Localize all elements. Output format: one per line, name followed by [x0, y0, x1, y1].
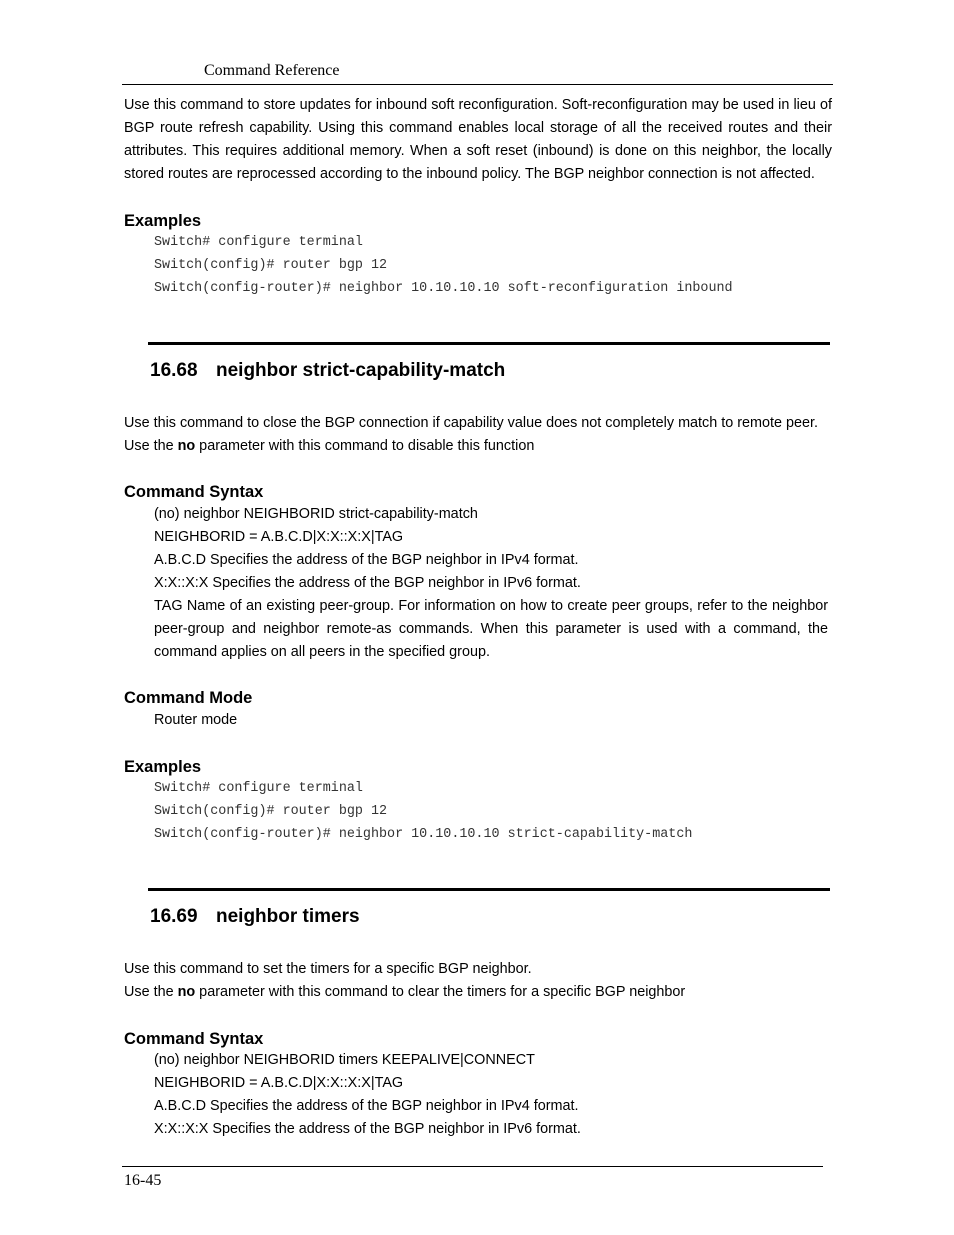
- section-69-title: [150, 905, 360, 929]
- section-69-desc-line-1: Use this command to set the timers for a specific BGP neighbor.: [124, 961, 532, 977]
- syntax-line: NEIGHBORID = A.B.C.D|X:X::X:X|TAG: [154, 1075, 404, 1091]
- section-68-syntax-heading: Command Syntax: [124, 483, 264, 501]
- section-68-mode-value: Router mode: [154, 712, 238, 728]
- section-68-syntax-list: [154, 503, 828, 664]
- code-line: Switch# configure terminal: [154, 235, 363, 250]
- page-number: 16-45: [124, 1172, 162, 1189]
- desc-text: parameter with this command to clear the timers for a specific BGP neighbor: [195, 984, 686, 1000]
- footer-rule: [122, 1166, 823, 1167]
- running-header: Command Reference: [204, 62, 340, 79]
- section-68-description: [124, 412, 832, 458]
- section-68-code-block: [154, 777, 692, 846]
- syntax-tag-description: TAG Name of an existing peer-group. For information on how to create peer groups, refer to the neighbor peer-group and neighbor remote-as commands. When this parameter is used with a command, the command applies on all peers in the specified group.: [154, 598, 828, 660]
- section-69-description: [124, 958, 832, 1004]
- section-69-syntax-list: [154, 1049, 828, 1141]
- section-68-desc-line-2: [124, 435, 832, 458]
- intro-paragraph: Use this command to store updates for inbound soft reconfiguration. Soft-reconfiguration may be used in lieu of BGP route refresh capability. Using this command enables local storage of all the received routes and their attributes. This requires additional memory. When a soft reset (inbound) is done on this neighbor, the locally stored routes are reprocessed according to the inbound policy. The BGP neighbor connection is not affected.: [124, 97, 832, 182]
- syntax-line: NEIGHBORID = A.B.C.D|X:X::X:X|TAG: [154, 529, 404, 545]
- syntax-line: A.B.C.D Specifies the address of the BGP neighbor in IPv4 format.: [154, 552, 579, 568]
- code-line: Switch(config)# router bgp 12: [154, 258, 388, 273]
- code-line: Switch(config)# router bgp 12: [154, 804, 388, 819]
- syntax-line: (no) neighbor NEIGHBORID strict-capability-match: [154, 506, 478, 522]
- section-68-number: 16.68: [150, 360, 198, 381]
- no-keyword: no: [177, 438, 196, 454]
- intro-code-block: [154, 231, 733, 300]
- section-69-title-text: neighbor timers: [216, 906, 360, 927]
- section-68-title: [150, 359, 505, 383]
- section-68-title-text: neighbor strict-capability-match: [216, 360, 506, 381]
- syntax-line: (no) neighbor NEIGHBORID timers KEEPALIVE|CONNECT: [154, 1052, 535, 1068]
- section-69-number: 16.69: [150, 906, 198, 927]
- intro-examples-heading: Examples: [124, 212, 202, 230]
- desc-text: Use the: [124, 438, 178, 454]
- syntax-line: X:X::X:X Specifies the address of the BGP neighbor in IPv6 format.: [154, 1121, 581, 1137]
- code-line: Switch(config-router)# neighbor 10.10.10.10 strict-capability-match: [154, 827, 693, 842]
- desc-text: parameter with this command to disable this function: [195, 438, 535, 454]
- code-line: Switch# configure terminal: [154, 781, 363, 796]
- code-line: Switch(config-router)# neighbor 10.10.10.10 soft-reconfiguration inbound: [154, 281, 733, 296]
- section-69-syntax-heading: Command Syntax: [124, 1030, 264, 1048]
- syntax-line: X:X::X:X Specifies the address of the BGP neighbor in IPv6 format.: [154, 575, 581, 591]
- syntax-line: A.B.C.D Specifies the address of the BGP neighbor in IPv4 format.: [154, 1098, 579, 1114]
- desc-text: Use the: [124, 984, 178, 1000]
- section-68-desc-line-1: Use this command to close the BGP connection if capability value does not completely match to remote peer.: [124, 415, 819, 431]
- section-68-mode-heading: Command Mode: [124, 689, 253, 707]
- no-keyword: no: [177, 984, 196, 1000]
- section-68-examples-heading: Examples: [124, 758, 202, 776]
- section-68-rule: [148, 342, 830, 345]
- header-rule: [122, 84, 833, 85]
- section-69-desc-line-2: [124, 981, 832, 1004]
- section-69-rule: [148, 888, 830, 891]
